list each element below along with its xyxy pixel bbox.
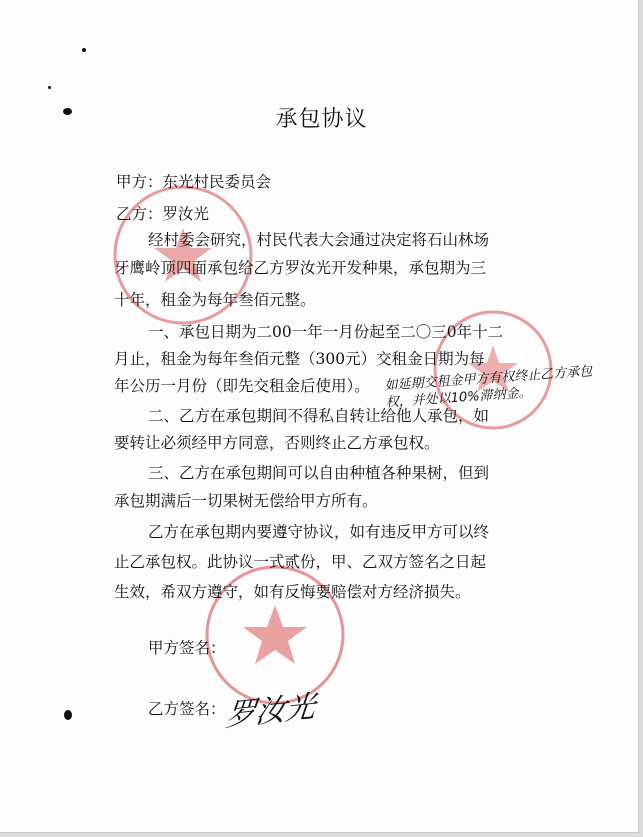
party-b-signature-label: 乙方签名： [148,700,226,718]
scan-speck [48,86,51,89]
paragraph-line: 年公历一月份（即先交租金后使用）。 [114,377,370,395]
party-a-signature-label: 甲方签名： [148,639,226,657]
handwritten-note: 如延期交租金甲方有权终止乙方承包权，并处以10%滞纳金。 [384,364,593,411]
scan-speck [64,710,72,720]
paragraph-line: 止乙承包权。此协议一式贰份，甲、乙双方签名之日起 [114,553,487,571]
paragraph-line: 牙鹰岭顶四面承包给乙方罗汝光开发种果，承包期为三 [114,259,487,277]
paragraph-line: 十年，租金为每年叁佰元整。 [114,291,316,309]
paragraph-line: 承包期满后一切果树无偿给甲方所有。 [114,492,378,510]
paragraph-line: 经村委会研究，村民代表大会通过决定将石山林场 [148,231,490,249]
paragraph-line: 一、承包日期为二00一年一月份起至二〇三0年十二 [148,323,504,341]
handwritten-signature: 罗汝光 [224,689,318,735]
paragraph-line: 要转让必须经甲方同意，否则终止乙方承包权。 [114,434,440,452]
paragraph-line: 月止，租金为每年叁佰元整（300元）交租金日期为每 [114,350,485,368]
paragraph-line: 生效，希双方遵守，如有反悔要赔偿对方经济损失。 [114,583,471,601]
paragraph-line: 乙方在承包期内要遵守协议，如有违反甲方可以终 [148,523,490,541]
paragraph-line: 二、乙方在承包期间不得私自转让给他人承包，如 [148,407,490,425]
document-title: 承包协议 [275,107,368,132]
party-b-line: 乙方：罗汝光 [116,205,210,223]
party-a-line: 甲方：东光村民委员会 [116,173,272,191]
paragraph-line: 三、乙方在承包期间可以自由种植各种果树，但到 [148,464,490,482]
scan-speck [82,48,86,52]
